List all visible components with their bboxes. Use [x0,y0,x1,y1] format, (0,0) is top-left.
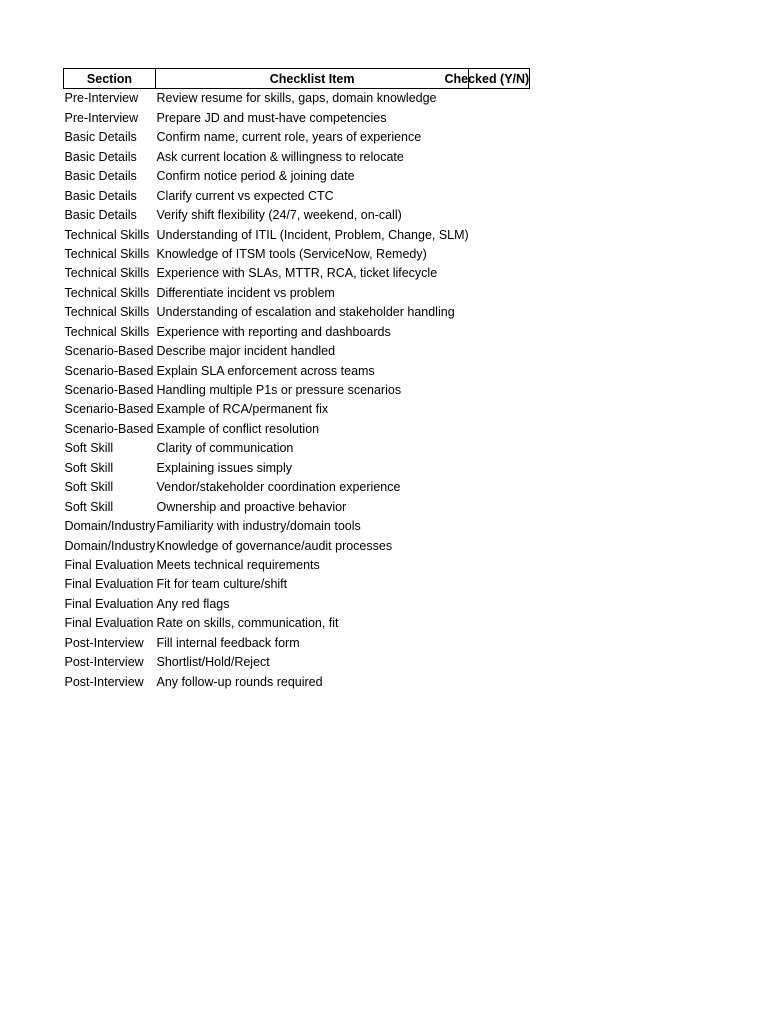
header-checked[interactable]: Checked (Y/N) [469,69,530,89]
cell-checklist-item[interactable] [156,361,469,380]
table-row [64,653,530,672]
cell-checklist-item[interactable] [156,672,469,691]
cell-checklist-item[interactable] [156,89,469,109]
cell-section[interactable]: Scenario-Based [64,402,154,417]
cell-section[interactable]: Final Evaluation [64,596,154,611]
table-row [64,206,530,225]
cell-checklist-item[interactable] [156,303,469,322]
cell-section[interactable]: Soft Skill [64,441,114,456]
checklist-item-text: Knowledge of ITSM tools (ServiceNow, Remedy) [156,246,427,261]
checklist-item-text: Describe major incident handled [156,344,336,359]
checklist-item-text: Explaining issues simply [156,460,292,475]
cell-checklist-item[interactable] [156,458,469,477]
header-row [64,69,530,89]
cell-checked[interactable] [469,361,530,380]
table-row [64,633,530,652]
cell-checked[interactable] [469,575,530,594]
cell-checked[interactable] [469,167,530,186]
table-row [64,419,530,438]
table-row [64,108,530,127]
cell-checklist-item[interactable] [156,225,469,244]
cell-section[interactable]: Technical Skills [64,305,150,320]
cell-checklist-item[interactable] [156,381,469,400]
checklist-rows [64,89,530,692]
cell-checked[interactable] [469,245,530,264]
table-row [64,283,530,302]
cell-section[interactable]: Basic Details [64,188,137,203]
checklist-item-text: Clarity of communication [156,441,294,456]
cell-checked[interactable] [469,108,530,127]
table-row [64,264,530,283]
cell-section[interactable]: Technical Skills [64,227,150,242]
cell-checked[interactable] [469,536,530,555]
table-row [64,225,530,244]
cell-checklist-item[interactable] [156,322,469,341]
table-row [64,517,530,536]
cell-section[interactable]: Soft Skill [64,499,114,514]
checklist-item-text: Experience with reporting and dashboards [156,324,391,339]
checklist-item-text: Verify shift flexibility (24/7, weekend, on-call) [156,208,402,223]
header-checklist-item[interactable]: Checklist Item [156,69,469,89]
cell-section[interactable]: Technical Skills [64,324,150,339]
cell-checked[interactable] [469,653,530,672]
cell-section[interactable]: Scenario-Based [64,344,154,359]
table-row [64,147,530,166]
checklist-item-text: Explain SLA enforcement across teams [156,363,375,378]
cell-checked[interactable] [469,419,530,438]
cell-section[interactable]: Final Evaluation [64,577,154,592]
cell-section[interactable]: Final Evaluation [64,616,154,631]
cell-checklist-item[interactable] [156,167,469,186]
cell-section[interactable]: Basic Details [64,149,137,164]
table-row [64,614,530,633]
table-row [64,89,530,109]
cell-checked[interactable] [469,517,530,536]
cell-checklist-item[interactable] [156,614,469,633]
cell-checked[interactable] [469,400,530,419]
cell-checklist-item[interactable] [156,128,469,147]
checklist-item-text: Confirm notice period & joining date [156,169,355,184]
cell-checklist-item[interactable] [156,419,469,438]
cell-section[interactable]: Basic Details [64,208,137,223]
cell-checked[interactable] [469,89,530,109]
cell-checklist-item[interactable] [156,594,469,613]
cell-section[interactable]: Technical Skills [64,285,150,300]
table-row [64,478,530,497]
cell-checked[interactable] [469,322,530,341]
checklist-item-text: Meets technical requirements [156,557,320,572]
cell-checked[interactable] [469,478,530,497]
cell-section[interactable]: Post-Interview [64,635,144,650]
cell-section[interactable]: Post-Interview [64,674,144,689]
cell-checklist-item[interactable] [156,264,469,283]
cell-checked[interactable] [469,614,530,633]
checklist-item-text: Example of conflict resolution [156,421,320,436]
cell-checklist-item[interactable] [156,400,469,419]
cell-section[interactable]: Scenario-Based [64,421,154,436]
cell-checklist-item[interactable] [156,536,469,555]
cell-checked[interactable] [469,206,530,225]
table-row [64,245,530,264]
table-row [64,400,530,419]
cell-checklist-item[interactable] [156,245,469,264]
checklist-table [63,68,530,692]
cell-checked[interactable] [469,264,530,283]
checklist-item-text: Handling multiple P1s or pressure scenarios [156,383,402,397]
table-row [64,128,530,147]
table-row [64,497,530,516]
table-row [64,594,530,613]
checklist-item-text: Shortlist/Hold/Reject [156,655,270,670]
table-row [64,361,530,380]
table-row [64,458,530,477]
spreadsheet [63,68,743,692]
table-row [64,439,530,458]
cell-checked[interactable] [469,381,530,400]
cell-checked[interactable] [469,147,530,166]
cell-checklist-item[interactable] [156,147,469,166]
checklist-item-text: Ask current location & willingness to relocate [156,149,404,164]
cell-checklist-item[interactable] [156,575,469,594]
cell-section[interactable]: Scenario-Based [64,363,154,378]
cell-section[interactable]: Post-Interview [64,655,144,670]
checklist-item-text: Rate on skills, communication, fit [156,616,339,631]
table-row [64,322,530,341]
cell-checklist-item[interactable] [156,653,469,672]
checklist-item-text: Example of RCA/permanent fix [156,402,329,417]
cell-section[interactable]: Technical Skills [64,266,150,281]
cell-checked[interactable] [469,342,530,361]
cell-checklist-item[interactable] [156,497,469,516]
checklist-item-text: Prepare JD and must-have competencies [156,110,387,125]
checklist-item-text: Understanding of ITIL (Incident, Problem, Change, SLM) [156,227,469,242]
cell-section[interactable]: Technical Skills [64,246,150,261]
checklist-item-text: Review resume for skills, gaps, domain knowledge [156,91,437,106]
cell-checked[interactable] [469,633,530,652]
cell-section[interactable]: Domain/Industry [64,519,156,534]
checklist-item-text: Clarify current vs expected CTC [156,188,334,203]
cell-section[interactable]: Soft Skill [64,460,114,475]
checklist-item-text: Vendor/stakeholder coordination experience [156,480,401,495]
cell-section[interactable]: Domain/Industry [64,538,156,553]
cell-checklist-item[interactable] [156,439,469,458]
cell-checked[interactable] [469,225,530,244]
cell-checked[interactable] [469,303,530,322]
checklist-item-text: Fill internal feedback form [156,635,300,650]
table-row [64,556,530,575]
cell-checked[interactable] [469,594,530,613]
checklist-item-text: Any red flags [156,596,230,611]
cell-checklist-item[interactable] [156,108,469,127]
table-row [64,536,530,555]
cell-checked[interactable] [469,186,530,205]
checklist-item-text: Experience with SLAs, MTTR, RCA, ticket lifecycle [156,266,438,281]
cell-checklist-item[interactable] [156,206,469,225]
cell-section[interactable]: Basic Details [64,169,137,184]
table-row [64,303,530,322]
cell-section[interactable]: Pre-Interview [64,110,139,125]
table-row [64,186,530,205]
checklist-item-text: Knowledge of governance/audit processes [156,538,393,553]
checklist-item-text: Fit for team culture/shift [156,577,288,592]
cell-checklist-item[interactable] [156,556,469,575]
cell-checklist-item[interactable] [156,478,469,497]
cell-checked[interactable] [469,497,530,516]
cell-checklist-item[interactable] [156,633,469,652]
table-row [64,167,530,186]
checklist-item-text: Any follow-up rounds required [156,674,323,689]
cell-section[interactable]: Scenario-Based [64,383,154,397]
cell-checklist-item[interactable] [156,517,469,536]
checklist-item-text: Familiarity with industry/domain tools [156,519,361,534]
cell-section[interactable]: Final Evaluation [64,557,154,572]
cell-section[interactable]: Basic Details [64,130,137,145]
cell-checked[interactable] [469,556,530,575]
cell-checklist-item[interactable] [156,342,469,361]
cell-checked[interactable] [469,458,530,477]
cell-checked[interactable] [469,672,530,691]
table-row [64,342,530,361]
cell-checked[interactable] [469,283,530,302]
table-row [64,381,530,400]
cell-checked[interactable] [469,128,530,147]
cell-section[interactable]: Soft Skill [64,480,114,495]
checklist-item-text: Differentiate incident vs problem [156,285,335,300]
checklist-item-text: Understanding of escalation and stakeholder handling [156,305,455,320]
checklist-item-text: Ownership and proactive behavior [156,499,347,514]
checklist-item-text: Confirm name, current role, years of experience [156,130,422,145]
table-row [64,575,530,594]
cell-checklist-item[interactable] [156,186,469,205]
cell-checked[interactable] [469,439,530,458]
header-section[interactable]: Section [64,69,156,89]
cell-section[interactable]: Pre-Interview [64,91,139,106]
table-row [64,672,530,691]
cell-checklist-item[interactable] [156,283,469,302]
